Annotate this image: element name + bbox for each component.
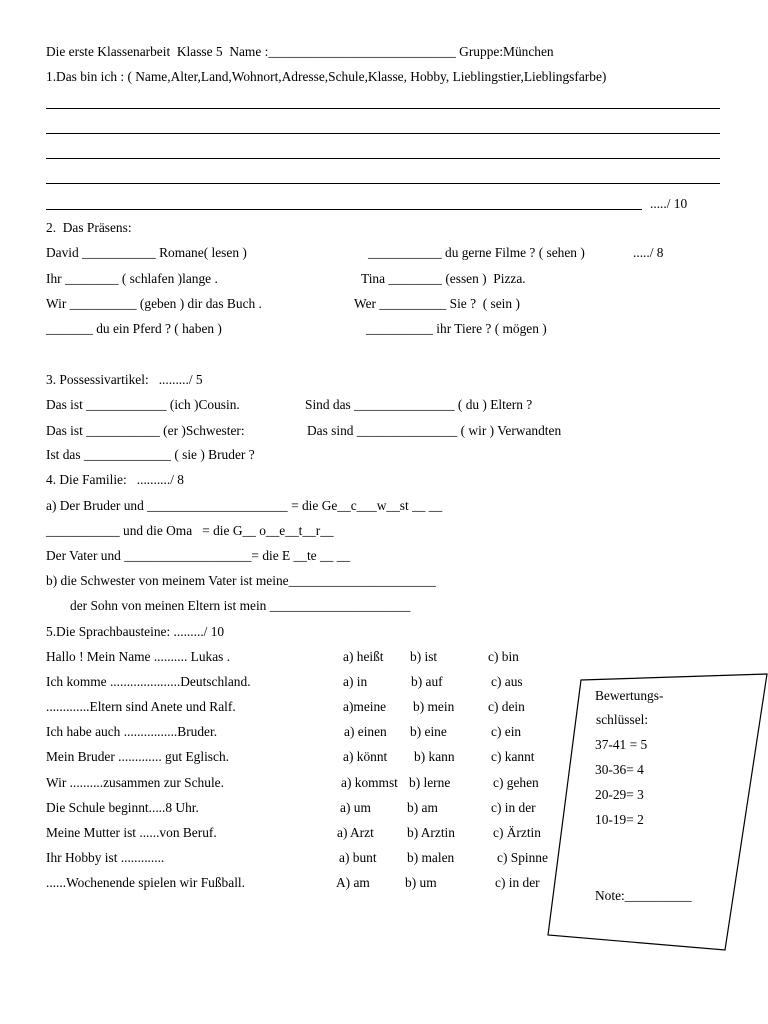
task3-item: Sind das _______________ ( du ) Eltern ? <box>305 397 533 412</box>
option-b[interactable]: b) kann <box>414 749 455 764</box>
option-a[interactable]: a) kommst <box>341 775 398 790</box>
task5-question: Meine Mutter ist ......von Beruf. <box>46 825 217 840</box>
task1-prompt: 1.Das bin ich : ( Name,Alter,Land,Wohnort,Adresse,Schule,Klasse, Hobby, Lieblingstier,Lieblingsfarbe) <box>46 69 607 84</box>
task4-title: 4. Die Familie: ........../ 8 <box>46 472 184 487</box>
option-c[interactable]: c) in der <box>491 800 536 815</box>
task3-item: Das ist ____________ (ich )Cousin. <box>46 397 240 412</box>
task5-question: Ich komme .....................Deutschland. <box>46 674 251 689</box>
task5-question: Die Schule beginnt.....8 Uhr. <box>46 800 199 815</box>
task2-item: Ihr ________ ( schlafen )lange . <box>46 271 218 286</box>
task4-item: der Sohn von meinen Eltern ist mein _____________________ <box>70 598 411 613</box>
task4-item: b) die Schwester von meinem Vater ist meine______________________ <box>46 573 436 588</box>
option-b[interactable]: b) am <box>407 800 438 815</box>
grading-scale-item: 10-19= 2 <box>595 812 644 827</box>
task2-item: Wir __________ (geben ) dir das Buch . <box>46 296 262 311</box>
option-c[interactable]: c) dein <box>488 699 525 714</box>
task2-item: Tina ________ (essen ) Pizza. <box>361 271 526 286</box>
task3-title: 3. Possessivartikel: ........./ 5 <box>46 372 203 387</box>
task2-item: Wer __________ Sie ? ( sein ) <box>354 296 520 311</box>
option-a[interactable]: a) um <box>340 800 371 815</box>
option-b[interactable]: b) um <box>405 875 437 890</box>
option-b[interactable]: b) ist <box>410 649 438 664</box>
option-b[interactable]: b) eine <box>410 724 447 739</box>
worksheet-title: Die erste Klassenarbeit Klasse 5 Name :____________________________ Gruppe:München <box>46 44 554 59</box>
option-a[interactable]: a) könnt <box>343 749 388 764</box>
task5-question: Ihr Hobby ist ............. <box>46 850 165 865</box>
grading-scale-item: 20-29= 3 <box>595 787 644 802</box>
task2-item: David ___________ Romane( lesen ) <box>46 245 247 260</box>
task5-question: Hallo ! Mein Name .......... Lukas . <box>46 649 231 664</box>
option-c[interactable]: c) in der <box>495 875 540 890</box>
task3-item: Das sind _______________ ( wir ) Verwandten <box>307 423 562 438</box>
task5-question: .............Eltern sind Anete und Ralf. <box>46 699 236 714</box>
task4-item: ___________ und die Oma = die G__ o__e__t__r__ <box>46 523 334 538</box>
option-c[interactable]: c) Ärztin <box>493 825 541 840</box>
task5-question: ......Wochenende spielen wir Fußball. <box>46 875 245 890</box>
option-c[interactable]: c) bin <box>488 649 519 664</box>
option-a[interactable]: A) am <box>336 875 370 890</box>
option-b[interactable]: b) malen <box>407 850 455 865</box>
grade-note-field[interactable]: Note:__________ <box>595 888 692 903</box>
task5-question: Wir ..........zusammen zur Schule. <box>46 775 224 790</box>
option-b[interactable]: b) auf <box>411 674 443 689</box>
option-a[interactable]: a) heißt <box>343 649 384 664</box>
option-c[interactable]: c) kannt <box>491 749 535 764</box>
option-a[interactable]: a) bunt <box>339 850 377 865</box>
option-c[interactable]: c) gehen <box>493 775 539 790</box>
option-a[interactable]: a) einen <box>344 724 387 739</box>
task4-item: a) Der Bruder und _____________________ = die Ge__c___w__st __ __ <box>46 498 443 513</box>
option-b[interactable]: b) mein <box>413 699 455 714</box>
grading-scale-item: 30-36= 4 <box>595 762 644 777</box>
task1-score: ...../ 10 <box>650 196 688 211</box>
task5-question: Mein Bruder ............. gut Eglisch. <box>46 749 229 764</box>
task2-item: __________ ihr Tiere ? ( mögen ) <box>366 321 547 336</box>
option-a[interactable]: a) Arzt <box>337 825 374 840</box>
task4-item: Der Vater und ___________________= die E __te __ __ <box>46 548 351 563</box>
option-c[interactable]: c) aus <box>491 674 523 689</box>
task2-score: ...../ 8 <box>633 245 664 260</box>
option-a[interactable]: a)meine <box>343 699 387 714</box>
option-c[interactable]: c) Spinne <box>497 850 548 865</box>
task5-title: 5.Die Sprachbausteine: ........./ 10 <box>46 624 225 639</box>
option-a[interactable]: a) in <box>343 674 368 689</box>
grading-title: Bewertungs- <box>595 688 664 703</box>
option-c[interactable]: c) ein <box>491 724 522 739</box>
grading-title: schlüssel: <box>596 712 649 727</box>
task2-title: 2. Das Präsens: <box>46 220 132 235</box>
grading-scale-item: 37-41 = 5 <box>595 737 648 752</box>
task3-item: Das ist ___________ (er )Schwester: <box>46 423 245 438</box>
task2-item: ___________ du gerne Filme ? ( sehen ) <box>368 245 585 260</box>
task5-question: Ich habe auch ................Bruder. <box>46 724 218 739</box>
option-b[interactable]: b) lerne <box>409 775 451 790</box>
task3-item: Ist das _____________ ( sie ) Bruder ? <box>46 447 255 462</box>
task2-item: _______ du ein Pferd ? ( haben ) <box>46 321 222 336</box>
option-b[interactable]: b) Arztin <box>407 825 455 840</box>
